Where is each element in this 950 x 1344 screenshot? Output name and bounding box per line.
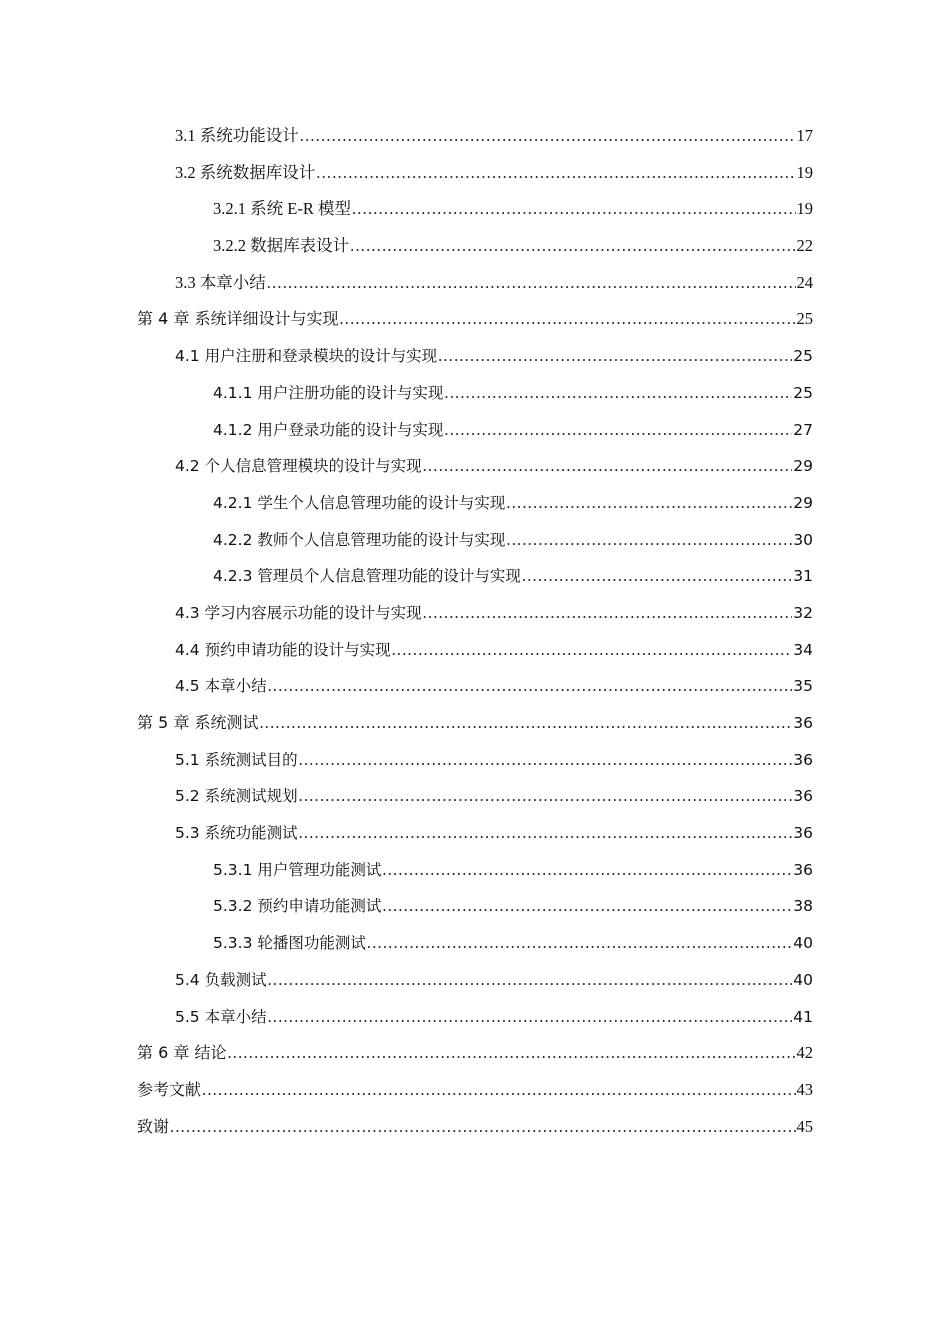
- toc-entry-page: 22: [796, 236, 813, 256]
- toc-entry-page: 36: [793, 714, 813, 732]
- table-of-contents: [137, 118, 813, 1145]
- toc-entry[interactable]: [137, 668, 813, 705]
- toc-entry[interactable]: [137, 155, 813, 192]
- toc-chapter-entry[interactable]: [137, 1072, 813, 1109]
- toc-entry-page: 25: [793, 347, 813, 366]
- toc-entry[interactable]: [137, 925, 813, 962]
- toc-entry-label: 致谢: [137, 1116, 170, 1136]
- dot-leader: [316, 155, 795, 192]
- toc-entry-label: 3.2.1 系统 E-R 模型: [213, 199, 351, 219]
- dot-leader: [268, 668, 793, 705]
- toc-entry-label: 5.3.2 预约申请功能测试: [213, 897, 382, 916]
- toc-entry-label: 5.3.3 轮播图功能测试: [213, 934, 366, 953]
- dot-leader: [382, 852, 792, 889]
- toc-entry-page: 32: [793, 603, 813, 622]
- toc-entry[interactable]: [137, 595, 813, 632]
- toc-chapter-entry[interactable]: [137, 1035, 813, 1072]
- dot-leader: [392, 632, 793, 669]
- dot-leader: [423, 595, 793, 632]
- toc-chapter-entry[interactable]: [137, 1109, 813, 1146]
- dot-leader: [299, 815, 793, 852]
- toc-entry-label: 3.2.2 数据库表设计: [213, 236, 350, 256]
- toc-entry-page: 34: [793, 640, 813, 659]
- toc-entry[interactable]: [137, 558, 813, 595]
- dot-leader: [339, 301, 795, 338]
- toc-chapter-entry[interactable]: [137, 705, 813, 742]
- toc-entry-label: 5.1 系统测试目的: [175, 750, 298, 769]
- dot-leader: [352, 191, 796, 228]
- toc-entry[interactable]: [137, 888, 813, 925]
- toc-entry-label: 4.4 预约申请功能的设计与实现: [175, 640, 391, 659]
- toc-entry-page: 17: [796, 126, 813, 145]
- toc-entry[interactable]: [137, 448, 813, 485]
- toc-entry[interactable]: [137, 962, 813, 999]
- toc-entry-page: 19: [796, 199, 813, 219]
- dot-leader: [268, 962, 793, 999]
- dot-leader: [506, 522, 792, 559]
- toc-entry-label: 第 5 章 系统测试: [137, 713, 259, 732]
- toc-entry-label: 参考文献: [137, 1079, 202, 1099]
- toc-entry-label: 4.2.3 管理员个人信息管理功能的设计与实现: [213, 567, 521, 586]
- dot-leader: [522, 558, 792, 595]
- toc-entry[interactable]: [137, 375, 813, 412]
- toc-entry-page: 30: [793, 530, 813, 549]
- toc-entry-page: 38: [793, 897, 813, 916]
- toc-entry-page: 40: [793, 934, 813, 953]
- dot-leader: [423, 448, 793, 485]
- dot-leader: [170, 1109, 795, 1146]
- toc-entry-page: 35: [793, 677, 813, 696]
- toc-entry[interactable]: [137, 999, 813, 1036]
- toc-entry-label: 5.2 系统测试规划: [175, 787, 298, 806]
- dot-leader: [350, 228, 795, 265]
- toc-entry-page: 40: [793, 970, 813, 989]
- toc-entry[interactable]: [137, 338, 813, 375]
- toc-entry-label: 第 4 章 系统详细设计与实现: [137, 309, 339, 329]
- dot-leader: [444, 375, 792, 412]
- dot-leader: [438, 338, 792, 375]
- toc-entry[interactable]: [137, 742, 813, 779]
- dot-leader: [299, 742, 793, 779]
- toc-chapter-entry[interactable]: [137, 301, 813, 338]
- toc-entry-page: 45: [796, 1116, 813, 1136]
- toc-entry-label: 5.3.1 用户管理功能测试: [213, 860, 382, 879]
- dot-leader: [506, 485, 792, 522]
- toc-entry[interactable]: [137, 778, 813, 815]
- toc-entry-page: 36: [793, 787, 813, 806]
- toc-entry-page: 42: [796, 1043, 813, 1063]
- dot-leader: [367, 925, 792, 962]
- toc-entry-page: 36: [793, 750, 813, 769]
- toc-entry-page: 19: [796, 162, 813, 182]
- toc-entry[interactable]: [137, 485, 813, 522]
- toc-entry-label: 4.1 用户注册和登录模块的设计与实现: [175, 347, 438, 366]
- toc-entry-page: 43: [796, 1079, 813, 1099]
- toc-entry-page: 25: [796, 309, 813, 329]
- toc-entry-page: 36: [793, 824, 813, 843]
- toc-entry-label: 4.2.2 教师个人信息管理功能的设计与实现: [213, 530, 506, 549]
- toc-entry-label: 3.3 本章小结: [175, 272, 266, 292]
- toc-entry-page: 25: [793, 383, 813, 402]
- toc-entry[interactable]: [137, 118, 813, 155]
- dot-leader: [267, 265, 796, 302]
- toc-entry[interactable]: [137, 522, 813, 559]
- toc-entry-label: 5.3 系统功能测试: [175, 824, 298, 843]
- toc-entry-page: 36: [793, 860, 813, 879]
- dot-leader: [227, 1035, 795, 1072]
- toc-entry[interactable]: [137, 265, 813, 302]
- toc-entry-label: 3.2 系统数据库设计: [175, 162, 316, 182]
- dot-leader: [299, 778, 793, 815]
- toc-entry-label: 4.1.1 用户注册功能的设计与实现: [213, 383, 444, 402]
- toc-entry[interactable]: [137, 632, 813, 669]
- toc-entry-page: 24: [796, 272, 813, 292]
- toc-entry-label: 4.5 本章小结: [175, 677, 267, 696]
- dot-leader: [259, 705, 792, 742]
- toc-entry[interactable]: [137, 412, 813, 449]
- toc-entry[interactable]: [137, 228, 813, 265]
- dot-leader: [300, 118, 796, 155]
- toc-entry-label: 4.2.1 学生个人信息管理功能的设计与实现: [213, 493, 506, 512]
- toc-entry-label: 4.3 学习内容展示功能的设计与实现: [175, 603, 422, 622]
- toc-entry-page: 29: [793, 457, 813, 476]
- toc-entry-label: 5.4 负载测试: [175, 970, 267, 989]
- toc-entry-label: 3.1 系统功能设计: [175, 126, 299, 145]
- toc-entry-page: 27: [793, 420, 813, 439]
- dot-leader: [382, 888, 792, 925]
- toc-entry-label: 4.1.2 用户登录功能的设计与实现: [213, 420, 444, 439]
- toc-entry-label: 第 6 章 结论: [137, 1043, 227, 1063]
- toc-entry-label: 4.2 个人信息管理模块的设计与实现: [175, 457, 422, 476]
- toc-entry[interactable]: [137, 815, 813, 852]
- dot-leader: [268, 999, 793, 1036]
- toc-entry-page: 41: [793, 1007, 813, 1026]
- toc-entry-page: 29: [793, 493, 813, 512]
- toc-entry-page: 31: [793, 567, 813, 586]
- toc-entry[interactable]: [137, 191, 813, 228]
- toc-entry-label: 5.5 本章小结: [175, 1007, 267, 1026]
- dot-leader: [202, 1072, 795, 1109]
- dot-leader: [444, 412, 792, 449]
- toc-entry[interactable]: [137, 852, 813, 889]
